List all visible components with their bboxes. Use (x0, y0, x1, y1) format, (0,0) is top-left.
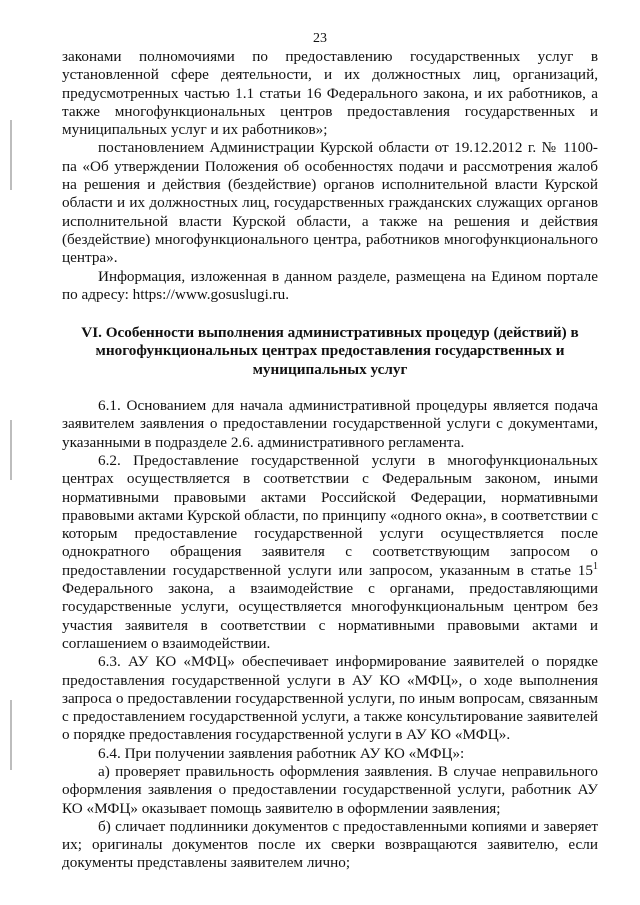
superscript: 1 (593, 560, 598, 572)
page-number: 23 (313, 31, 327, 46)
scan-margin-mark (10, 120, 12, 190)
paragraph: 6.4. При получении заявления работник АУ КО «МФЦ»: (98, 744, 465, 762)
scan-margin-mark (10, 700, 12, 770)
paragraph: 6.1. Основанием для начала административной процедуры является подача заявителем заявления о предоставлении государственной услуги с документами, указанными в подразделе 2.6. административного регламента. (62, 397, 598, 451)
paragraph (62, 452, 598, 653)
scan-margin-mark (10, 420, 12, 480)
paragraph: 6.3. АУ КО «МФЦ» обеспечивает информирование заявителей о порядке предоставления государственной услуги в АУ КО «МФЦ», о ходе выполнения запроса о предоставлении государственной услуги, по иным вопросам, связанным с предоставлением государственной услуги, а также консультирование заявителей о порядке предоставления государственной услуги в АУ КО «МФЦ». (62, 653, 598, 744)
paragraph-text: 6.2. Предоставление государственной услуги в многофункциональных центрах осуществляется в соответствии с Федеральным законом, иными нормативными правовыми актами Российской Федерации, нормативными правовыми актами Курской области, по принципу «одного окна», в соответствии с которым предоставление государственной услуги осуществляется после однократного обращения заявителя с соответствующим запросом о предоставлении государственной услуги или запросом, указанным в статье 15 (62, 451, 598, 579)
paragraph: Информация, изложенная в данном разделе, размещена на Едином портале по адресу: https://www.gosuslugi.ru. (62, 267, 598, 303)
document-body (62, 48, 598, 873)
paragraph: постановлением Администрации Курской области от 19.12.2012 г. № 1100-па «Об утверждении Положения об особенностях подачи и рассмотрения жалоб на решения и действия (бездействие) органов исполнительной власти Курской области и их должностных лиц, государственных гражданских служащих органов исполнительной власти Курской области, а также на решения и действия (бездействие) многофункционального центра, работников многофункционального центра». (62, 139, 598, 267)
paragraph: законами полномочиями по предоставлению государственных услуг в установленной сфере деятельности, и их должностных лиц, организаций, предусмотренных частью 1.1 статьи 16 Федерального закона, и их работников, а также многофункциональных центров предоставления государственных и муниципальных услуг и их работников»; (62, 48, 598, 139)
paragraph: а) проверяет правильность оформления заявления. В случае неправильного оформления заявления о предоставлении государственной услуги, работник АУ КО «МФЦ» оказывает помощь заявителю в оформлении заявления; (62, 762, 598, 817)
paragraph: б) сличает подлинники документов с предоставленными копиями и заверяет их; оригиналы документов после их сверки возвращаются заявителю, если документы представлены заявителем лично; (62, 817, 598, 872)
paragraph-text: Федерального закона, а взаимодействие с органами, предоставляющими государственные услуги, осуществляется многофункциональным центром без участия заявителя в соответствии с нормативными правовыми актами и соглашением о взаимодействии. (62, 580, 598, 652)
section-heading: VI. Особенности выполнения административных процедур (действий) в многофункциональных центрах предоставления государственных и муниципальных услуг (81, 324, 579, 378)
